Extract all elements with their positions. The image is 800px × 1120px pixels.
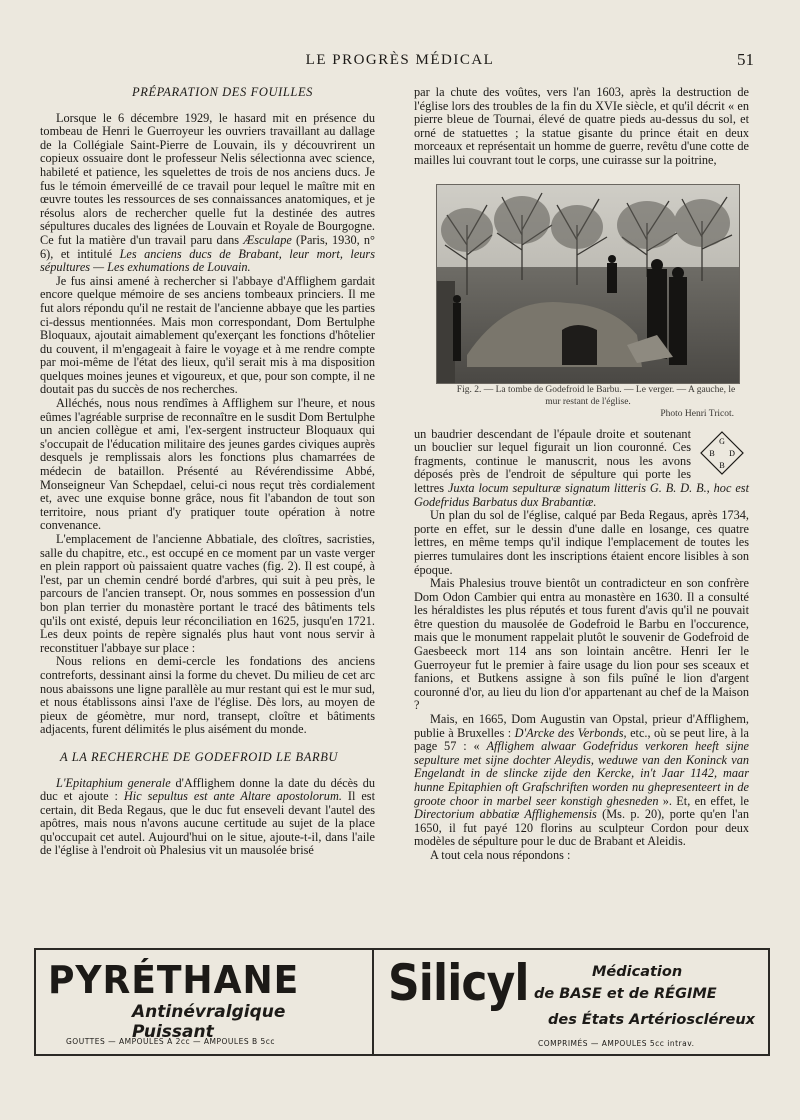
seal-letter: D: [729, 448, 735, 458]
silicyl-title: Silicyl: [388, 954, 529, 1012]
pyrethane-title: PYRÉTHANE: [48, 958, 300, 1002]
paragraph: Mais, en 1665, Dom Augustin van Opstal, prieur d'Afflighem, publie à Bruxelles : D'Arcke des Verbonds, etc., où se peut lire, à la page 57 : « Afflighem alwaar Godefridus verkoren heeft sijne sepulture met sijne dochter Aleydis, weduwe van den Koninck van Engelandt in de slincke zijde den Kercke, in't Jaar 1142, maar hunne Epitaphien oft Grafschriften worden nu ghepresenteert in de groote choor in marbel seer konstigh ghesneden ». Et, en effet, le Directorium abbatiæ Afflighemensis (Ms. p. 20), porte qu'en l'an 1650, il fut payé 120 florins au sculpteur Cordon pour deux modèles de sépulture pour le duc de Brabant et Aleidis.: [414, 712, 749, 849]
pyrethane-subtitle: Antinévralgique Puissant: [132, 1002, 286, 1042]
seal-letter: G: [719, 436, 725, 446]
seal-letter: B: [709, 448, 715, 458]
paragraph: L'Epitaphium generale d'Afflighem donne la date du décès du duc et ajoute : Hic sepultus est ante Altare apostolorum. Il est certain, dit Beda Regaus, que le duc fut enseveli devant l'autel des apôtres, mais nous n'avons aucune certitude au sujet de la place qu'occupait cet autel. Aujourd'hui on le situe, ajoute-t-il, dans l'aile de l'église à l'endroit où Phalesius vit un mausolée brisé: [40, 775, 375, 858]
pyrethane-footer: GOUTTES — AMPOULES A 2cc — AMPOULES B 5cc: [66, 1037, 276, 1046]
paragraph: Mais Phalesius trouve bientôt un contradicteur en son confrère Dom Odon Cambier qui entra au monastère en 1630. Il a consulté les héraldistes les plus réputés et tous furent d'avis qu'il ne pouvait être question du mausolée de Godefroid le Barbu en l'occurence, mais que le monument rappelait plutôt le souvenir de Godefroid de Gaesbeeck mort 114 ans son lointain ancêtre. Henri Ier le Guerroyeur fut le premier à faire usage du lion pour ses sceaux et fanions, et Butkens assigne à son fils puîné le lion d'argent couronné d'or, au lieu du lion d'or appartenant au chef de la Maison ?: [414, 576, 749, 713]
paragraph: L'emplacement de l'ancienne Abbatiale, des cloîtres, sacristies, salle du chapitre, etc., est occupé en ce moment par un vaste verger en plein rapport où paissaient quatre vaches (fig. 2). Il est coupé, à l'est, par un chemin cendré bordé d'arbres, qui suit à peu près, le parcours de l'ancien transept. Or, nous sommes en possession d'un bon plan terrier du monastère portant le tracé des bâtiments tels qu'ils ont existé, depuis leur réconciliation en 1625, jusqu'en 1721. Les deux points de repère signalés plus haut vont nous servir à reconstituer l'abbaye sur place :: [40, 532, 375, 655]
paragraph: par la chute des voûtes, vers l'an 1603, après la destruction de l'église lors des troubles de la fin du XVIe siècle, et qu'il décrit « en pierre bleue de Tournai, élevé de quatre pieds au-dessus du sol, et orné de statuettes ; la statue gisante du prince était en deux morceaux et représentait un homme de guerre, revêtu d'une cotte de mailles lui couvrant tout le corps, une cuirasse sur la poitrine,: [414, 85, 749, 167]
silicyl-footer: COMPRIMÉS — AMPOULES 5cc intrav.: [538, 1039, 695, 1048]
silicyl-line: Médication: [592, 964, 683, 980]
paragraph: Je fus ainsi amené à rechercher si l'abbaye d'Afflighem gardait encore quelque mémoire de ses anciens tombeaux princiers. Il me fut alors répondu qu'il ne restait de l'ancienne abbaye que les parties ci-dessus mentionnées. Mais mon correspondant, Dom Bertulphe Bloquaux, ajoutait aimablement qu'exerçant les fonctions d'hôtelier du couvent, il m'engageait à faire le voyage et à me rendre compte par moi-même de l'état des lieux, qu'il serait mis à ma disposition quelques moines jeunes et vigoureux, et que, pour son compte, il ne doutait pas du succès de nos recherches.: [40, 273, 375, 397]
lozenge-seal-icon: [699, 430, 745, 476]
section-heading-godefroid: A LA RECHERCHE DE GODEFROID LE BARBU: [60, 749, 339, 764]
pyrethane-ad: [36, 950, 374, 1054]
paragraph: Un plan du sol de l'église, calqué par Beda Regaus, après 1734, porte en effet, sur le dessin d'une dalle en losange, ces quatre lettres, en même temps qu'il indique l'emplacement de toutes les pierres tumulaires dont les inscriptions étaient encore lisibles à son époque.: [414, 508, 749, 577]
paragraph: G B D B un baudrier descendant de l'épaule droite et soutenant un bouclier sur lequel figurait un lion couronné. Ces fragments, continue le manuscrit, nous les avons déposés près de l'endroit de sépulture qui porte les lettres Juxta locum sepulturæ signatum litteris G. B. D. B., hoc est Godefridus Barbatus dux Brabantiæ.: [414, 426, 749, 509]
paragraph: Nous relions en demi-cercle les fondations des anciens contreforts, dessinant ainsi la forme du chevet. Du milieu de cet arc nous abaissons une ligne parallèle au mur restant qui est le mur sud, et nous établissons ainsi l'axe de l'église. Dès lors, au moyen de pieux de géomètre, mur nord, transept, cloître et bâtiments adjacents, furent délimités le plus aisément du monde.: [40, 654, 375, 737]
orchard-photo: [436, 184, 740, 384]
paragraph: Lorsque le 6 décembre 1929, le hasard mit en présence du tombeau de Henri le Guerroyeur les ouvriers travaillant au dallage de la Collégiale Saint-Pierre de Louvain, ils y découvrirent un copieux ossuaire dont le professeur Nelis sélectionna avec science, habileté et patience, les squelettes de trois de nos anciens ducs. Je fus le témoin émerveillé de ce travail pour lequel le maître mit en œuvre toutes les ressources de ses connaissances anatomiques, et je résolus alors de rechercher quelle fut la destinée des autres sépultures ducales des lignées de Louvain et Royale de Bourgogne. Ce fut la matière d'un travail paru dans Æsculape (Paris, 1930, n° 6), et intitulé Les anciens ducs de Brabant, leur mort, leurs sépultures — Les exhumations de Louvain.: [40, 110, 375, 275]
paragraph: Alléchés, nous nous rendîmes à Afflighem sur l'heure, et nous eûmes l'agréable surprise de reconnaître en le susdit Dom Bertulphe un ancien collègue et ami, l'ex-sergent instructeur Bloquaux qui s'occupait de l'éducation militaire des jeunes gardes civiques auprès desquels je remplissais alors les fonctions plus chamarrées de médecin de bataillon. Présenté au Révérendissime Abbé, Monseigneur Van Schepdael, celui-ci nous reçut très cordialement et, avec une exquise bonne grâce, nous fit l'abandon de tout son territoire, nous priant d'y pratiquer toute opération à notre convenance.: [40, 396, 375, 533]
figure-caption: Fig. 2. — La tombe de Godefroid le Barbu. — Le verger. — A gauche, le mur restant de l'église.: [456, 384, 736, 407]
silicyl-ad: [374, 950, 768, 1054]
left-column: [40, 86, 375, 858]
right-column: [414, 86, 749, 863]
advertisement-strip: [34, 948, 770, 1056]
paragraph: A tout cela nous répondons :: [430, 847, 571, 862]
photo-credit: Photo Henri Tricot.: [660, 408, 734, 419]
silicyl-line: de BASE et de RÉGIME: [534, 986, 717, 1002]
figure-2: [436, 184, 740, 420]
page-number: 51: [737, 50, 754, 69]
silicyl-line: des États Artérioscléreux: [548, 1012, 756, 1028]
running-head: LE PROGRÈS MÉDICAL: [305, 52, 495, 68]
seal-letter: B: [719, 460, 725, 470]
section-heading-preparation: PRÉPARATION DES FOUILLES: [131, 85, 314, 99]
